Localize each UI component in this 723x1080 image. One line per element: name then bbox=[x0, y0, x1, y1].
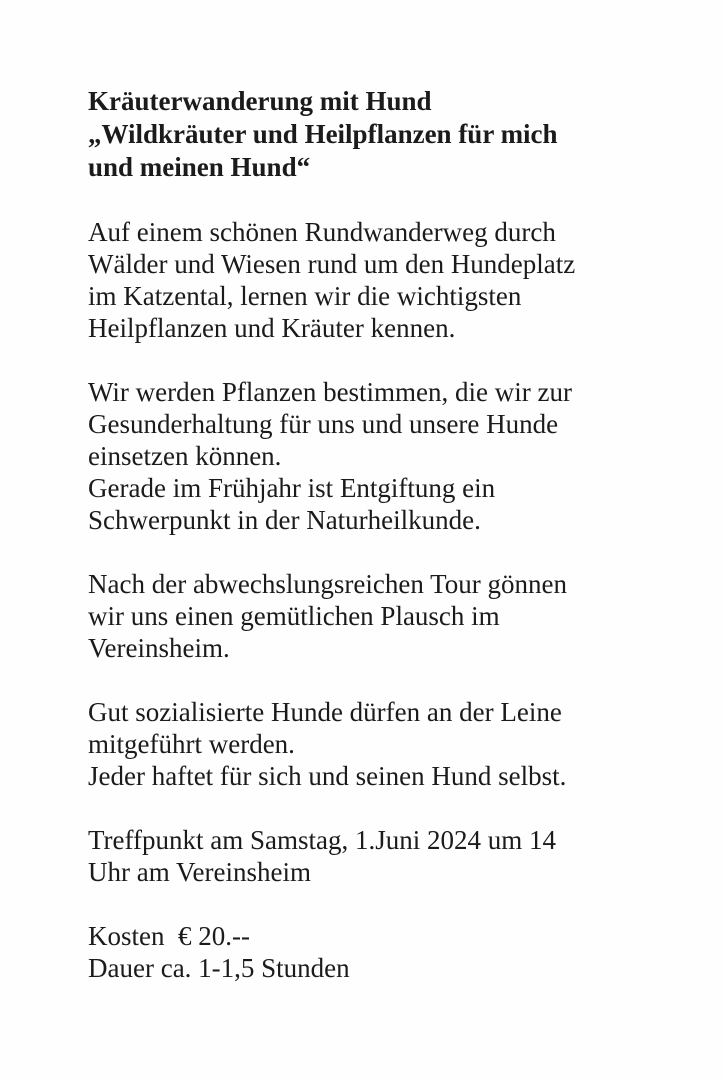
paragraph-line: Jeder haftet für sich und seinen Hund selbst. bbox=[88, 761, 567, 791]
title-line: und meinen Hund“ bbox=[88, 152, 311, 182]
paragraph-meeting-point bbox=[88, 824, 683, 888]
paragraph-line: Gut sozialisierte Hunde dürfen an der Leine bbox=[88, 697, 562, 727]
paragraph-after-tour bbox=[88, 568, 683, 664]
title-line: „Wildkräuter und Heilpflanzen für mich bbox=[88, 119, 558, 149]
paragraph-line: Treffpunkt am Samstag, 1.Juni 2024 um 14 bbox=[88, 825, 557, 855]
paragraph-line: Heilpflanzen und Kräuter kennen. bbox=[88, 313, 456, 343]
paragraph-line: Wälder und Wiesen rund um den Hundeplatz bbox=[88, 249, 576, 279]
paragraph-cost-duration bbox=[88, 920, 683, 984]
paragraph-line: im Katzental, lernen wir die wichtigsten bbox=[88, 281, 522, 311]
paragraph-dog-rules bbox=[88, 696, 683, 792]
paragraph-line: Gesunderhaltung für uns und unsere Hunde bbox=[88, 409, 559, 439]
document-title bbox=[88, 85, 683, 184]
paragraph-line: Auf einem schönen Rundwanderweg durch bbox=[88, 217, 556, 247]
paragraph-line: Nach der abwechslungsreichen Tour gönnen bbox=[88, 569, 567, 599]
paragraph-line: Uhr am Vereinsheim bbox=[88, 857, 311, 887]
paragraph-route-description bbox=[88, 216, 683, 344]
paragraph-line: Wir werden Pflanzen bestimmen, die wir zur bbox=[88, 377, 572, 407]
paragraph-line: Schwerpunkt in der Naturheilkunde. bbox=[88, 505, 481, 535]
paragraph-plants-health bbox=[88, 376, 683, 536]
paragraph-line: wir uns einen gemütlichen Plausch im bbox=[88, 601, 500, 631]
paragraph-line: Vereinsheim. bbox=[88, 633, 230, 663]
paragraph-line: einsetzen können. bbox=[88, 441, 282, 471]
paragraph-line: mitgeführt werden. bbox=[88, 729, 295, 759]
title-line: Kräuterwanderung mit Hund bbox=[88, 86, 432, 116]
paragraph-line: Gerade im Frühjahr ist Entgiftung ein bbox=[88, 473, 496, 503]
paragraph-line: Kosten € 20.-- bbox=[88, 921, 250, 951]
paragraph-line: Dauer ca. 1-1,5 Stunden bbox=[88, 953, 350, 983]
